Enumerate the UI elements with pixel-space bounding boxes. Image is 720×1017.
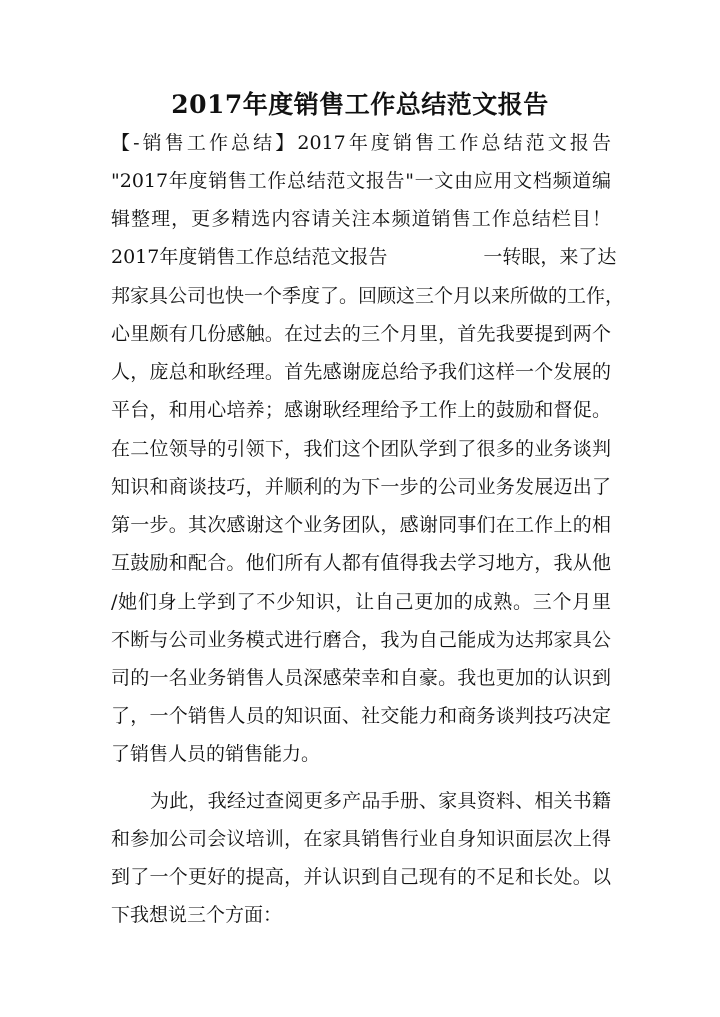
inline-heading: 2017年度销售工作总结范文报告: [111, 246, 388, 268]
paragraph-line: 知识和商谈技巧，并顺利的为下一步的公司业务发展迈出了: [111, 476, 611, 498]
document-title: 2017年度销售工作总结范文报告: [171, 90, 549, 119]
paragraph-line: 在二位领导的引领下，我们这个团队学到了很多的业务谈判: [111, 438, 611, 460]
paragraph-line: 了销售人员的销售能力。: [111, 743, 321, 765]
paragraph-line: 互鼓励和配合。他们所有人都有值得我去学习地方，我从他: [111, 552, 611, 574]
paragraph-line: 到了一个更好的提高，并认识到自己现有的不足和长处。以: [111, 866, 611, 888]
paragraph-line: 司的一名业务销售人员深感荣幸和自豪。我也更加的认识到: [111, 667, 611, 689]
paragraph-line: 第一步。其次感谢这个业务团队，感谢同事们在工作上的相: [111, 514, 611, 536]
paragraph-line: 了，一个销售人员的知识面、社交能力和商务谈判技巧决定: [111, 705, 611, 727]
paragraph-line: 下我想说三个方面：: [111, 904, 283, 926]
paragraph-line: 【-销售工作总结】2017年度销售工作总结范文报告: [111, 132, 611, 154]
inline-text: 一转眼，来了达: [483, 246, 617, 268]
paragraph-line: 和参加公司会议培训，在家具销售行业自身知识面层次上得: [111, 828, 611, 850]
paragraph-line: 辑整理，更多精选内容请关注本频道销售工作总结栏目！: [111, 208, 611, 230]
paragraph-line: "2017年度销售工作总结范文报告"一文由应用文档频道编: [111, 170, 611, 192]
paragraph-line: 心里颇有几份感触。在过去的三个月里，首先我要提到两个: [111, 323, 611, 345]
paragraph-line: 平台，和用心培养；感谢耿经理给予工作上的鼓励和督促。: [111, 399, 611, 421]
paragraph-line: 人，庞总和耿经理。首先感谢庞总给予我们这样一个发展的: [111, 361, 611, 383]
paragraph-line-heading-intro: [111, 242, 617, 272]
paragraph-line: /她们身上学到了不少知识，让自己更加的成熟。三个月里: [111, 591, 611, 613]
paragraph-line: 不断与公司业务模式进行磨合，我为自己能成为达邦家具公: [111, 629, 611, 651]
paragraph-line: 为此，我经过查阅更多产品手册、家具资料、相关书籍: [150, 790, 611, 812]
paragraph-line: 邦家具公司也快一个季度了。回顾这三个月以来所做的工作，: [111, 285, 625, 307]
